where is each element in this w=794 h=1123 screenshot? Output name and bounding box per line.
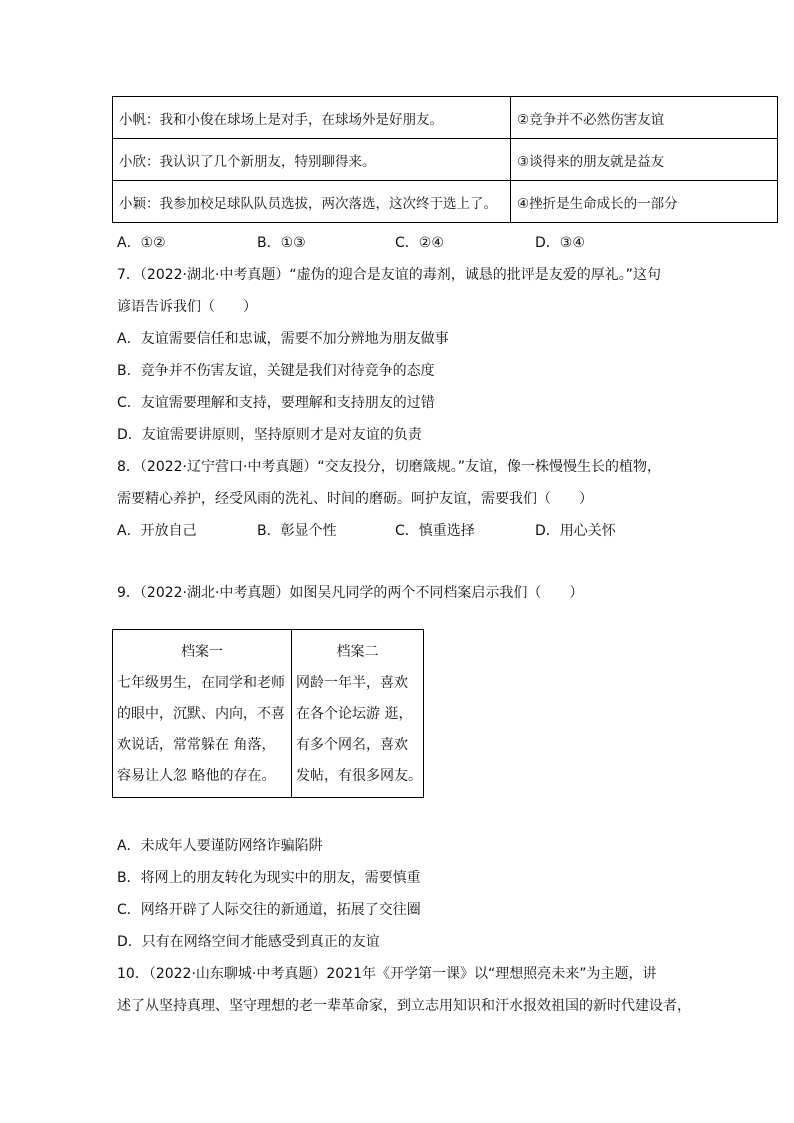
statement-table	[112, 96, 778, 223]
archive-two-title: 档案二	[336, 644, 379, 660]
q6-choices	[117, 233, 585, 253]
choice-d: D．③④	[535, 235, 585, 251]
statement-cell: 小欣：我认识了几个新朋友，特别聊得来。	[113, 139, 511, 181]
option-cell: ④挫折是生命成长的一部分	[511, 181, 778, 223]
choice-d: D．用心关怀	[535, 523, 616, 539]
q10-stem-line1: 10．（2022·山东聊城·中考真题）2021年《开学第一课》以“理想照亮未来”为主题，讲	[117, 966, 657, 982]
choice-c: C．②④	[395, 235, 444, 251]
archive-table	[112, 629, 424, 798]
statement-cell: 小颖：我参加校足球队队员选拔，两次落选，这次终于选上了。	[113, 181, 511, 223]
option-cell: ③谈得来的朋友就是益友	[511, 139, 778, 181]
q8-stem-line1: 8．（2022·辽宁营口·中考真题）“交友投分，切磨箴规。”友谊，像一株慢慢生长的植物，	[117, 459, 661, 475]
archive-one-title: 档案一	[181, 644, 223, 660]
q7-option-d: D．友谊需要讲原则，坚持原则才是对友谊的负责	[117, 427, 422, 443]
choice-a: A．①②	[117, 235, 166, 251]
q10-stem-line2: 述了从坚持真理、坚守理想的老一辈革命家，到立志用知识和汗水报效祖国的新时代建设者，	[117, 998, 691, 1014]
choice-a: A．开放自己	[117, 523, 197, 539]
q9-option-c: C．网络开辟了人际交往的新通道，拓展了交往圈	[117, 902, 421, 918]
q8-stem-line2: 需要精心养护，经受风雨的洗礼、时间的磨砺。呵护友谊，需要我们（ ）	[117, 491, 593, 507]
archive-two-line: 有多个网名，喜欢	[296, 737, 408, 753]
table-row	[113, 181, 778, 223]
table-row	[113, 97, 778, 139]
archive-one-line: 七年级男生，在同学和老师	[117, 675, 285, 691]
archive-two-line: 在各个论坛游 逛，	[296, 706, 413, 722]
archive-one	[113, 630, 292, 798]
archive-two-line: 网龄一年半，喜欢	[296, 675, 408, 691]
archive-one-line: 欢说话，常常躲在 角落，	[117, 737, 276, 753]
choice-b: B．彰显个性	[257, 523, 337, 539]
q9-option-d: D．只有在网络空间才能感受到真正的友谊	[117, 934, 380, 950]
archive-two	[292, 630, 424, 798]
choice-c: C．慎重选择	[395, 523, 475, 539]
statement-cell: 小帆：我和小俊在球场上是对手，在球场外是好朋友。	[113, 97, 511, 139]
archive-one-line: 的眼中，沉默、内向，不喜	[117, 706, 285, 722]
q7-option-c: C．友谊需要理解和支持，要理解和支持朋友的过错	[117, 395, 435, 411]
q7-option-a: A．友谊需要信任和忠诚，需要不加分辨地为朋友做事	[117, 331, 449, 347]
q7-stem-line2: 谚语告诉我们（ ）	[117, 299, 257, 315]
q8-choices	[117, 521, 616, 541]
option-cell: ②竞争并不必然伤害友谊	[511, 97, 778, 139]
q9-option-b: B．将网上的朋友转化为现实中的朋友，需要慎重	[117, 870, 421, 886]
q9-stem: 9．（2022·湖北·中考真题）如图吴凡同学的两个不同档案启示我们（ ）	[117, 585, 584, 601]
table-row	[113, 139, 778, 181]
archive-one-line: 容易让人忽 略他的存在。	[117, 768, 276, 784]
q7-option-b: B．竞争并不伤害友谊，关键是我们对待竞争的态度	[117, 363, 435, 379]
choice-b: B．①③	[257, 235, 306, 251]
q7-stem-line1: 7．（2022·湖北·中考真题）“虚伪的迎合是友谊的毒剂，诚恳的批评是友爱的厚礼。”这句	[117, 267, 661, 283]
q9-option-a: A．未成年人要谨防网络诈骗陷阱	[117, 838, 323, 854]
archive-two-line: 发帖，有很多网友。	[296, 768, 422, 784]
